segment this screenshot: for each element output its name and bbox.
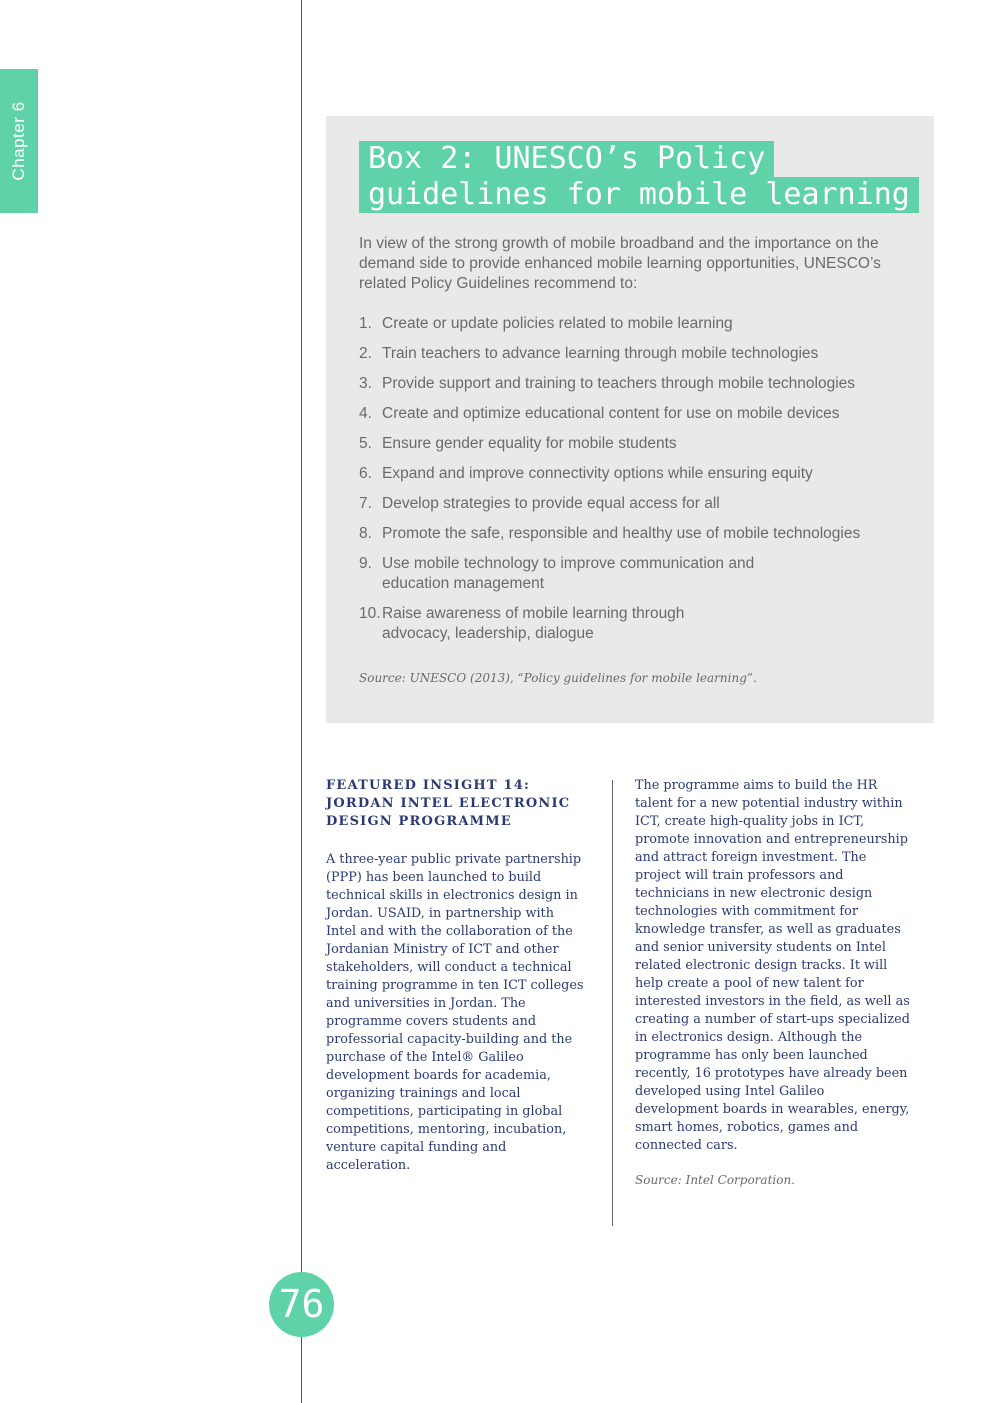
page-number-badge	[269, 1272, 334, 1337]
list-item	[359, 524, 919, 544]
list-item-text: Train teachers to advance learning through mobile technologies	[382, 345, 819, 362]
list-item-text: Ensure gender equality for mobile students	[382, 435, 677, 452]
list-item	[359, 604, 732, 644]
list-item-number: 9.	[359, 555, 372, 572]
list-item-number: 5.	[359, 435, 372, 452]
list-item	[359, 314, 919, 334]
list-item	[359, 464, 919, 484]
list-item	[359, 374, 919, 394]
list-item-number: 3.	[359, 375, 372, 392]
page-vertical-rule	[301, 0, 302, 1403]
list-item-text: Provide support and training to teachers through mobile technologies	[382, 375, 856, 392]
list-item-text: Use mobile technology to improve communication and education management	[382, 555, 755, 592]
insight-right-text: The programme aims to build the HR talent for a new potential industry within ICT, create high-quality jobs in ICT, promote innovation and entrepreneurship and attract foreign investment. The project will train professors and technicians in new electronic design technologies with commitment for knowledge transfer, as well as graduates and senior university students on Intel related electronic design tracks. It will help create a pool of new talent for interested investors in the field, as well as creating a number of start-ups specialized in electronics design. Although the programme has only been launched recently, 16 prototypes have already been developed using Intel Galileo development boards in wearables, energy, smart homes, robotics, games and connected cars.	[635, 778, 910, 1153]
list-item	[359, 494, 919, 514]
list-item-text: Raise awareness of mobile learning through advocacy, leadership, dialogue	[382, 605, 685, 642]
box-source: Source: UNESCO (2013), “Policy guidelines for mobile learning”.	[359, 671, 757, 685]
list-item	[359, 554, 762, 594]
list-item-number: 1.	[359, 315, 372, 332]
unesco-policy-box	[326, 116, 934, 723]
list-item-number: 4.	[359, 405, 372, 422]
box-intro: In view of the strong growth of mobile broadband and the importance on the demand side to provide enhanced mobile learning opportunities, UNESCO’s related Policy Guidelines recommend to:	[359, 235, 881, 292]
list-item	[359, 434, 919, 454]
list-item	[359, 404, 919, 424]
list-item-number: 10.	[359, 605, 381, 622]
list-item-text: Promote the safe, responsible and healthy use of mobile technologies	[382, 525, 861, 542]
column-divider	[612, 780, 613, 1226]
insight-heading: FEATURED INSIGHT 14: JORDAN INTEL ELECTRONIC DESIGN PROGRAMME	[326, 778, 571, 829]
page-number: 76	[278, 1282, 325, 1326]
box-title-line-2: guidelines for mobile learning	[359, 177, 919, 213]
insight-left-column	[326, 777, 588, 1175]
insight-left-text: A three-year public private partnership (PPP) has been launched to build technical skills in electronics design in Jordan. USAID, in partnership with Intel and with the collaboration of the Jordanian Ministry of ICT and other stakeholders, will conduct a technical training programme in ten ICT colleges and universities in Jordan. The programme covers students and professorial capacity-building and the purchase of the Intel® Galileo development boards for academia, organizing trainings and local competitions, participating in global competitions, mentoring, incubation, venture capital funding and acceleration.	[326, 852, 584, 1173]
chapter-label: Chapter 6	[9, 101, 28, 181]
box-title	[359, 141, 919, 213]
list-item-text: Expand and improve connectivity options while ensuring equity	[382, 465, 813, 482]
box-title-line-1: Box 2: UNESCO’s Policy	[359, 141, 774, 177]
list-item-number: 6.	[359, 465, 372, 482]
list-item-text: Create or update policies related to mobile learning	[382, 315, 733, 332]
list-item-text: Create and optimize educational content for use on mobile devices	[382, 405, 840, 422]
insight-right-column	[635, 777, 910, 1187]
list-item-text: Develop strategies to provide equal access for all	[382, 495, 720, 512]
chapter-tab	[0, 69, 38, 213]
list-item-number: 7.	[359, 495, 372, 512]
list-item	[359, 344, 919, 364]
recommendation-list	[359, 314, 919, 654]
list-item-number: 8.	[359, 525, 372, 542]
list-item-number: 2.	[359, 345, 372, 362]
insight-source: Source: Intel Corporation.	[635, 1173, 796, 1187]
